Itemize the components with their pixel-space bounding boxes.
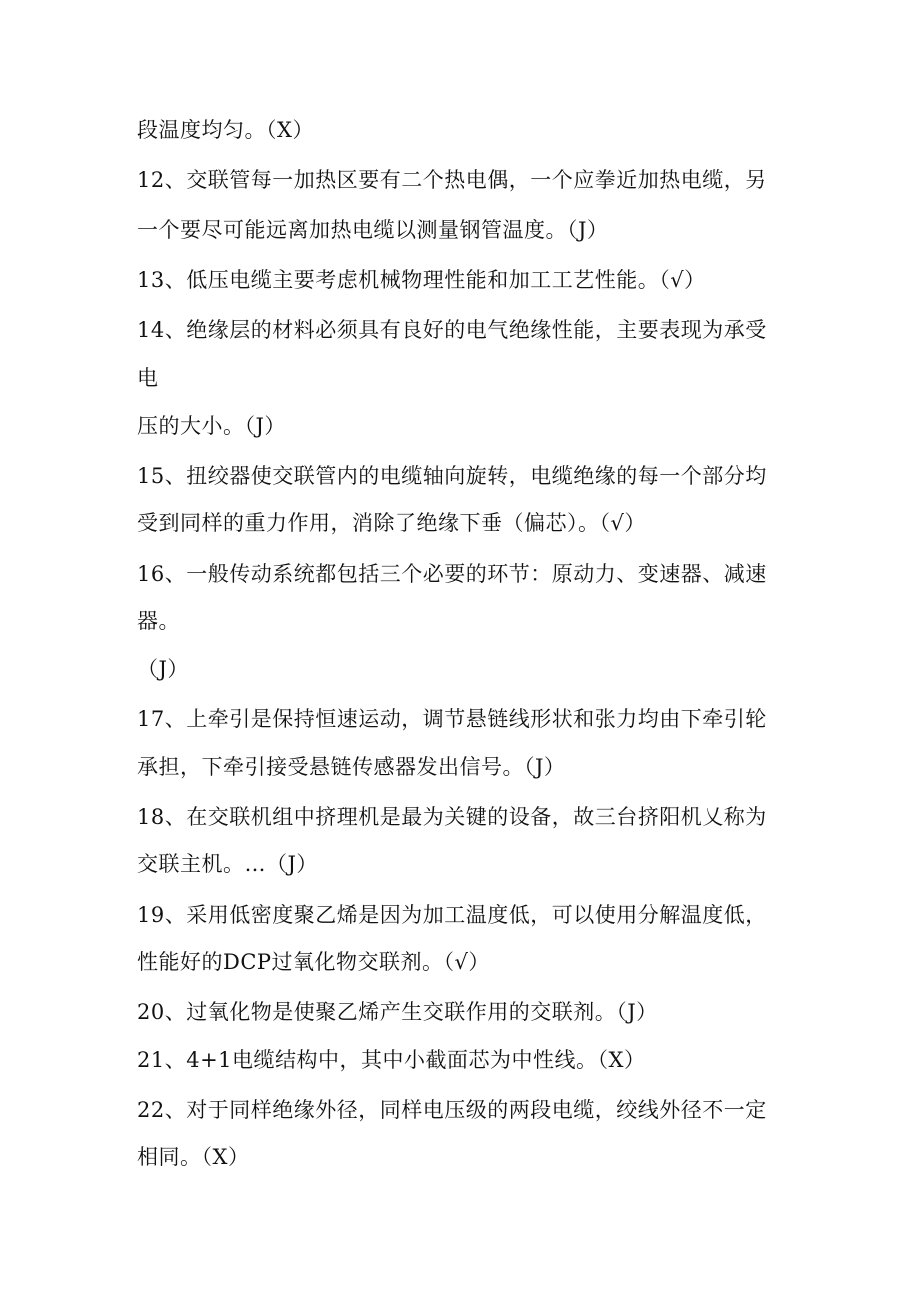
text-line-12: （J） bbox=[137, 657, 189, 681]
text-line-21: 22、对于同样绝缘外径，同样电压级的两段电缆，绞线外径不一定 bbox=[137, 1098, 767, 1122]
text-line-20: 21、4+1电缆结构中，其中小截面芯为中性线。（X） bbox=[137, 1048, 646, 1072]
text-line-13: 17、上牵引是保持恒速运动，调节悬链线形状和张力均由下牵引轮 bbox=[137, 707, 767, 731]
text-line-8: 15、扭绞器使交联管内的电缆轴向旋转，电缆绝缘的每一个部分均 bbox=[137, 464, 767, 488]
text-line-10: 16、一般传动系统都包括三个必要的环节：原动力、变速器、减速 bbox=[137, 562, 767, 586]
text-line-17: 19、采用低密度聚乙烯是因为加工温度低，可以使用分解温度低， bbox=[137, 903, 767, 927]
text-line-6: 电 bbox=[137, 366, 159, 390]
text-line-9: 受到同样的重力作用，消除了绝缘下垂（偏芯）。（√） bbox=[137, 511, 646, 535]
text-line-7: 压的大小。（J） bbox=[137, 414, 286, 438]
text-line-1: 段温度均匀。（X） bbox=[137, 118, 314, 142]
text-line-3: 一个要尽可能远离加热电缆以测量钢管温度。（J） bbox=[137, 218, 609, 242]
text-line-14: 承担，下牵引接受悬链传感器发出信号。（J） bbox=[137, 755, 566, 779]
text-line-2: 12、交联管每一加热区要有二个热电偶，一个应拳近加热电缆，另 bbox=[137, 168, 767, 192]
text-line-22: 相同。（X） bbox=[137, 1145, 250, 1169]
text-line-18: 性能好的DCP过氧化物交联剂。（√） bbox=[137, 950, 490, 974]
text-line-11: 器。 bbox=[137, 609, 180, 633]
text-line-4: 13、低压电缆主要考虑机械物理性能和加工工艺性能。（√） bbox=[137, 268, 706, 292]
text-line-15: 18、在交联机组中挤理机是最为关键的设备，故三台挤阳机乂称为 bbox=[137, 805, 767, 829]
text-line-19: 20、过氧化物是使聚乙烯产生交联作用的交联剂。（J） bbox=[137, 1000, 658, 1024]
text-line-5: 14、绝缘层的材料必须具有良好的电气绝缘性能，主要表现为承受 bbox=[137, 318, 767, 342]
text-line-16: 交联主机。…（J） bbox=[137, 852, 318, 876]
